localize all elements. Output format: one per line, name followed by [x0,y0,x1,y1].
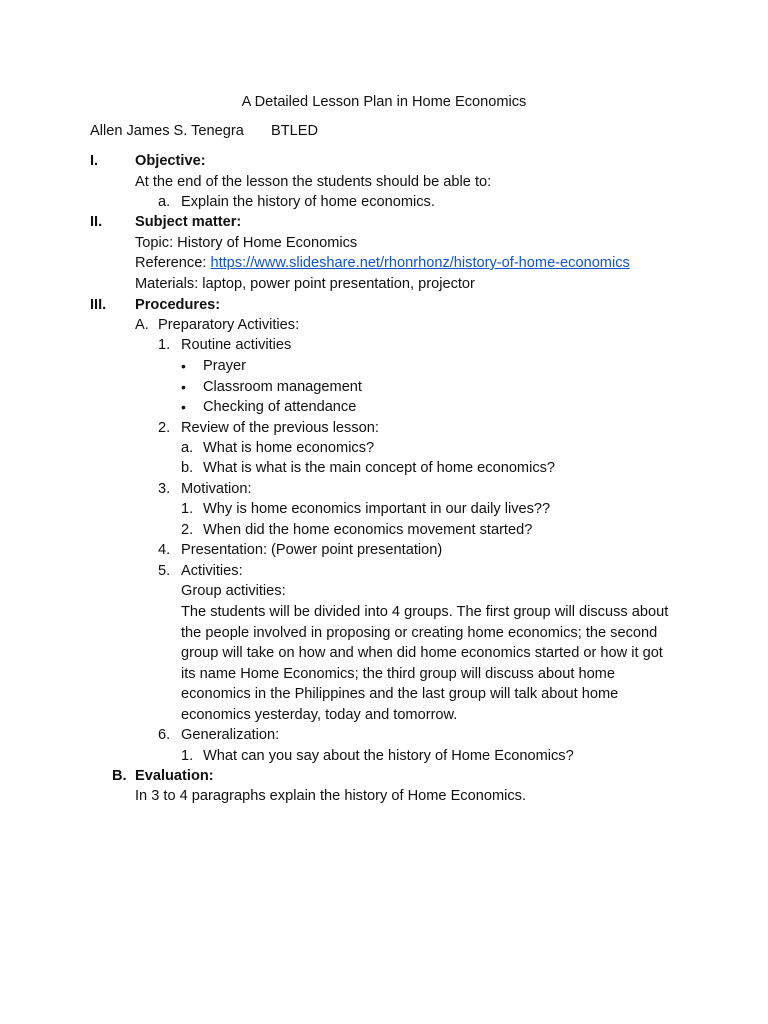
list-item: Prayer [203,358,246,374]
subject-matter-heading: Subject matter: [135,214,242,230]
prep-label: Preparatory Activities: [158,317,300,333]
procedures-heading: Procedures: [135,297,221,313]
sub-item: When did the home economics movement started? [203,522,533,538]
activities-paragraph: The students will be divided into 4 groups. The first group will discuss about the people involved in proposing or creating home economics; the second group will take on how and when did home economics started or how it got its name Home Economics; the third group will discuss about home economics in the Philippines and the last group will talk about home economics yesterday, today and tomorrow. [181,604,669,723]
objective-item-marker: a. [158,194,171,210]
step-label: Review of the previous lesson: [181,420,379,436]
objective-intro: At the end of the lesson the students should be able to: [135,174,492,190]
step-label: Activities: [181,563,243,579]
step-marker: 4. [158,542,171,558]
prep-marker: A. [135,317,149,333]
sub-item: What is what is the main concept of home economics? [203,460,556,476]
section-numeral-subject: II. [90,214,103,230]
sub-item: Why is home economics important in our daily lives?? [203,501,551,517]
step-label: Presentation: (Power point presentation) [181,542,443,558]
evaluation-text: In 3 to 4 paragraphs explain the history of Home Economics. [135,788,526,804]
step-marker: 1. [158,337,171,353]
bullet-icon: • [181,358,186,374]
program-code: BTLED [271,123,319,139]
objective-heading: Objective: [135,153,206,169]
reference-link[interactable]: https://www.slideshare.net/rhonrhonz/history-of-home-economics [210,255,630,271]
sub-item: What can you say about the history of Home Economics? [203,748,574,764]
section-numeral-procedures: III. [90,297,107,313]
sub-item: What is home economics? [203,440,375,456]
step-marker: 3. [158,481,171,497]
reference-label: Reference: [135,255,211,271]
document-title: A Detailed Lesson Plan in Home Economics [241,94,527,110]
section-numeral-objective: I. [90,153,99,169]
author-name: Allen James S. Tenegra [90,123,244,139]
subject-materials: Materials: laptop, power point presentation, projector [135,276,475,292]
subject-reference [135,253,630,274]
bullet-icon: • [181,399,186,415]
objective-item-text: Explain the history of home economics. [181,194,435,210]
step-marker: 6. [158,727,171,743]
step-label: Motivation: [181,481,252,497]
evaluation-marker: B. [112,768,127,784]
bullet-icon: • [181,379,186,395]
step-marker: 2. [158,420,171,436]
sub-marker: 2. [181,522,194,538]
sub-marker: b. [181,460,194,476]
group-activities-label: Group activities: [181,583,286,599]
step-label: Generalization: [181,727,280,743]
list-item: Classroom management [203,379,362,395]
sub-marker: 1. [181,501,194,517]
step-marker: 5. [158,563,171,579]
sub-marker: a. [181,440,194,456]
sub-marker: 1. [181,748,194,764]
subject-topic: Topic: History of Home Economics [135,235,358,251]
list-item: Checking of attendance [203,399,357,415]
evaluation-heading: Evaluation: [135,768,214,784]
step-label: Routine activities [181,337,292,353]
